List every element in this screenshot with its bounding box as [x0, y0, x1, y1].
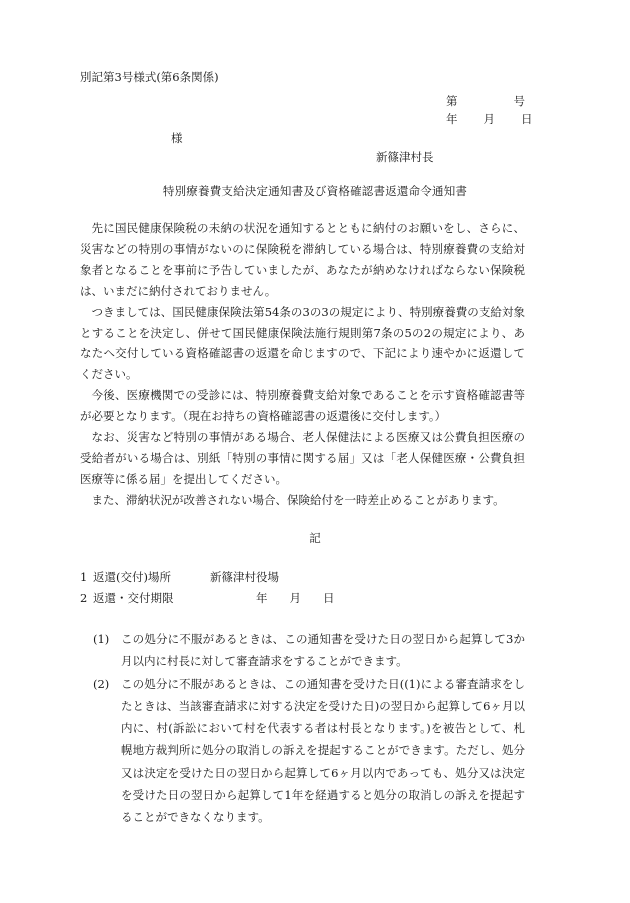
- note-item: [93, 628, 525, 673]
- deadline-month: 月: [289, 591, 301, 605]
- date-day: 日: [521, 112, 533, 126]
- ki-heading: 記: [309, 531, 321, 545]
- item-label: 返還・交付期限: [93, 591, 174, 605]
- return-location-item: [80, 569, 279, 585]
- deadline-year: 年: [256, 591, 268, 605]
- addressee: 様: [171, 131, 183, 145]
- date-year: 年: [446, 112, 458, 126]
- note-mark: (2): [93, 676, 110, 691]
- number-suffix: 号: [513, 94, 525, 108]
- sender: 新篠津村長: [376, 150, 434, 164]
- document-number: [446, 93, 525, 109]
- issue-date: [446, 111, 533, 127]
- note-mark: (1): [93, 632, 110, 646]
- paragraph: つきましては、国民健康保険法第54条の3の3の規定により、特別療養費の支給対象とすることを決定し、併せて国民健康保険法施行規則第7条の5の2の規定により、あなたへ交付している資格確認書の返還を命じますので、下記により速やかに返還してください。: [80, 304, 525, 382]
- body-text: [80, 218, 525, 511]
- return-deadline-item: [80, 590, 335, 606]
- note-item: [93, 673, 525, 829]
- paragraph: なお、災害など特別の事情がある場合、老人保健法による医療又は公費負担医療の受給者がいる場合は、別紙「特別の事情に関する届」又は「老人保健医療・公費負担医療等に係る届」を提出してください。: [80, 430, 525, 486]
- notes: [93, 628, 525, 829]
- number-prefix: 第: [446, 94, 458, 108]
- note-text: この処分に不服があるときは、この通知書を受けた日((1)による審査請求をしたときは、当該審査請求に対する決定を受けた日)の翌日から起算して6ヶ月以内に、村(訴訟において村を代表する者は村長となります。)を被告として、札幌地方裁判所に処分の取消しの訴えを提起することができます。ただし、処分又は決定を受けた日の翌日から起算して6ヶ月以内であっても、処分又は決定を受けた日の翌日から起算して1年を経過すると処分の取消しの訴えを提起することができなくなります。: [121, 676, 525, 825]
- document-title: 特別療養費支給決定通知書及び資格確認書返還命令通知書: [162, 184, 468, 198]
- paragraph: また、滞納状況が改善されない場合、保険給付を一時差止めることがあります。: [91, 492, 505, 507]
- note-text: この処分に不服があるときは、この通知書を受けた日の翌日から起算して3か月以内に村長に対して審査請求をすることができます。: [121, 632, 525, 669]
- paragraph: 先に国民健康保険税の未納の状況を通知するとともに納付のお願いをし、さらに、災害などの特別の事情がないのに保険税を滞納している場合は、特別療養費の支給対象者となることを事前に予告していましたが、あなたが納めなければならない保険税は、いまだに納付されておりません。: [80, 221, 525, 298]
- item-label: 返還(交付)場所: [93, 570, 171, 584]
- item-number: 1: [80, 570, 88, 584]
- date-month: 月: [483, 112, 495, 126]
- form-label: 別記第3号様式(第6条関係): [80, 70, 219, 84]
- deadline-day: 日: [323, 591, 335, 605]
- paragraph: 今後、医療機関での受診には、特別療養費支給対象であることを示す資格確認書等が必要となります。（現在お持ちの資格確認書の返還後に交付します。）: [80, 388, 525, 424]
- item-number: 2: [80, 591, 88, 605]
- item-value: 新篠津村役場: [210, 570, 279, 584]
